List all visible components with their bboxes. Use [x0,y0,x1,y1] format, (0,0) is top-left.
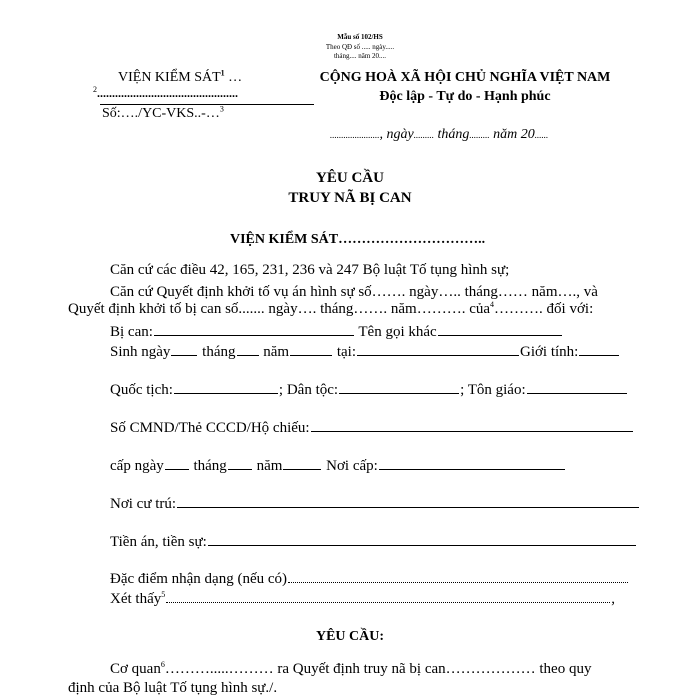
form-number: Mẫu số 102/HS [337,33,383,41]
id-card-row: Số CMND/Thẻ CCCD/Hộ chiếu: [110,420,634,437]
birth-row: Sinh ngày tháng năm tại: Giới tính: [110,344,620,361]
legal-basis-1: Căn cứ các điều 42, 165, 231, 236 và 247 Bộ luật Tố tụng hình sự; [110,262,510,278]
legal-basis-2: Căn cứ Quyết định khởi tố vụ án hình sự số……. ngày….. tháng…… năm…., và [110,284,598,300]
title-line-2: TRUY NÃ BỊ CAN [288,190,412,206]
request-line-1: Cơ quan$^6$……….....……… ra Quyết định truy nã bị can……………… theo quy [110,660,592,677]
suspect-name-row: Bị can: Tên gọi khác [110,324,563,341]
national-motto: Độc lập - Tự do - Hạnh phúc [379,89,551,104]
country-name: CỘNG HOÀ XÃ HỘI CHỦ NGHĨA VIỆT NAM [319,70,611,85]
addressee: VIỆN KIỂM SÁT………………………….. [230,232,486,247]
title-line-1: YÊU CẦU [316,170,384,186]
nationality-row: Quốc tịch: ; Dân tộc: ; Tôn giáo: [110,382,628,399]
issue-row: cấp ngày tháng năm Nơi cấp: [110,458,566,475]
form-decision-date: tháng.... năm 20.... [333,52,387,60]
sub-agency-line: $^2$............................................... [93,85,238,100]
date-line: ......................, ngày......... tháng......... năm 20...... [330,127,549,142]
identifying-features-row: Đặc điểm nhận dạng (nếu có) [110,571,629,588]
legal-basis-3: Quyết định khởi tố bị can số....... ngày…. tháng……. năm………. của$^4$………. đối với: [68,300,594,317]
request-heading: YÊU CẦU: [315,629,385,644]
residence-row: Nơi cư trú: [110,496,640,513]
form-decision-ref: Theo QĐ số ..... ngày..... [325,43,395,51]
findings-row: Xét thấy$^5$ , [110,590,615,607]
header-divider [100,104,314,105]
criminal-record-row: Tiền án, tiền sự: [110,534,637,551]
request-line-2: định của Bộ luật Tố tụng hình sự./. [68,680,278,696]
document-number: Số:…./YC-VKS..-…$^3$ [102,104,224,121]
agency-name: VIỆN KIỂM SÁT$^1$ … [118,68,243,85]
